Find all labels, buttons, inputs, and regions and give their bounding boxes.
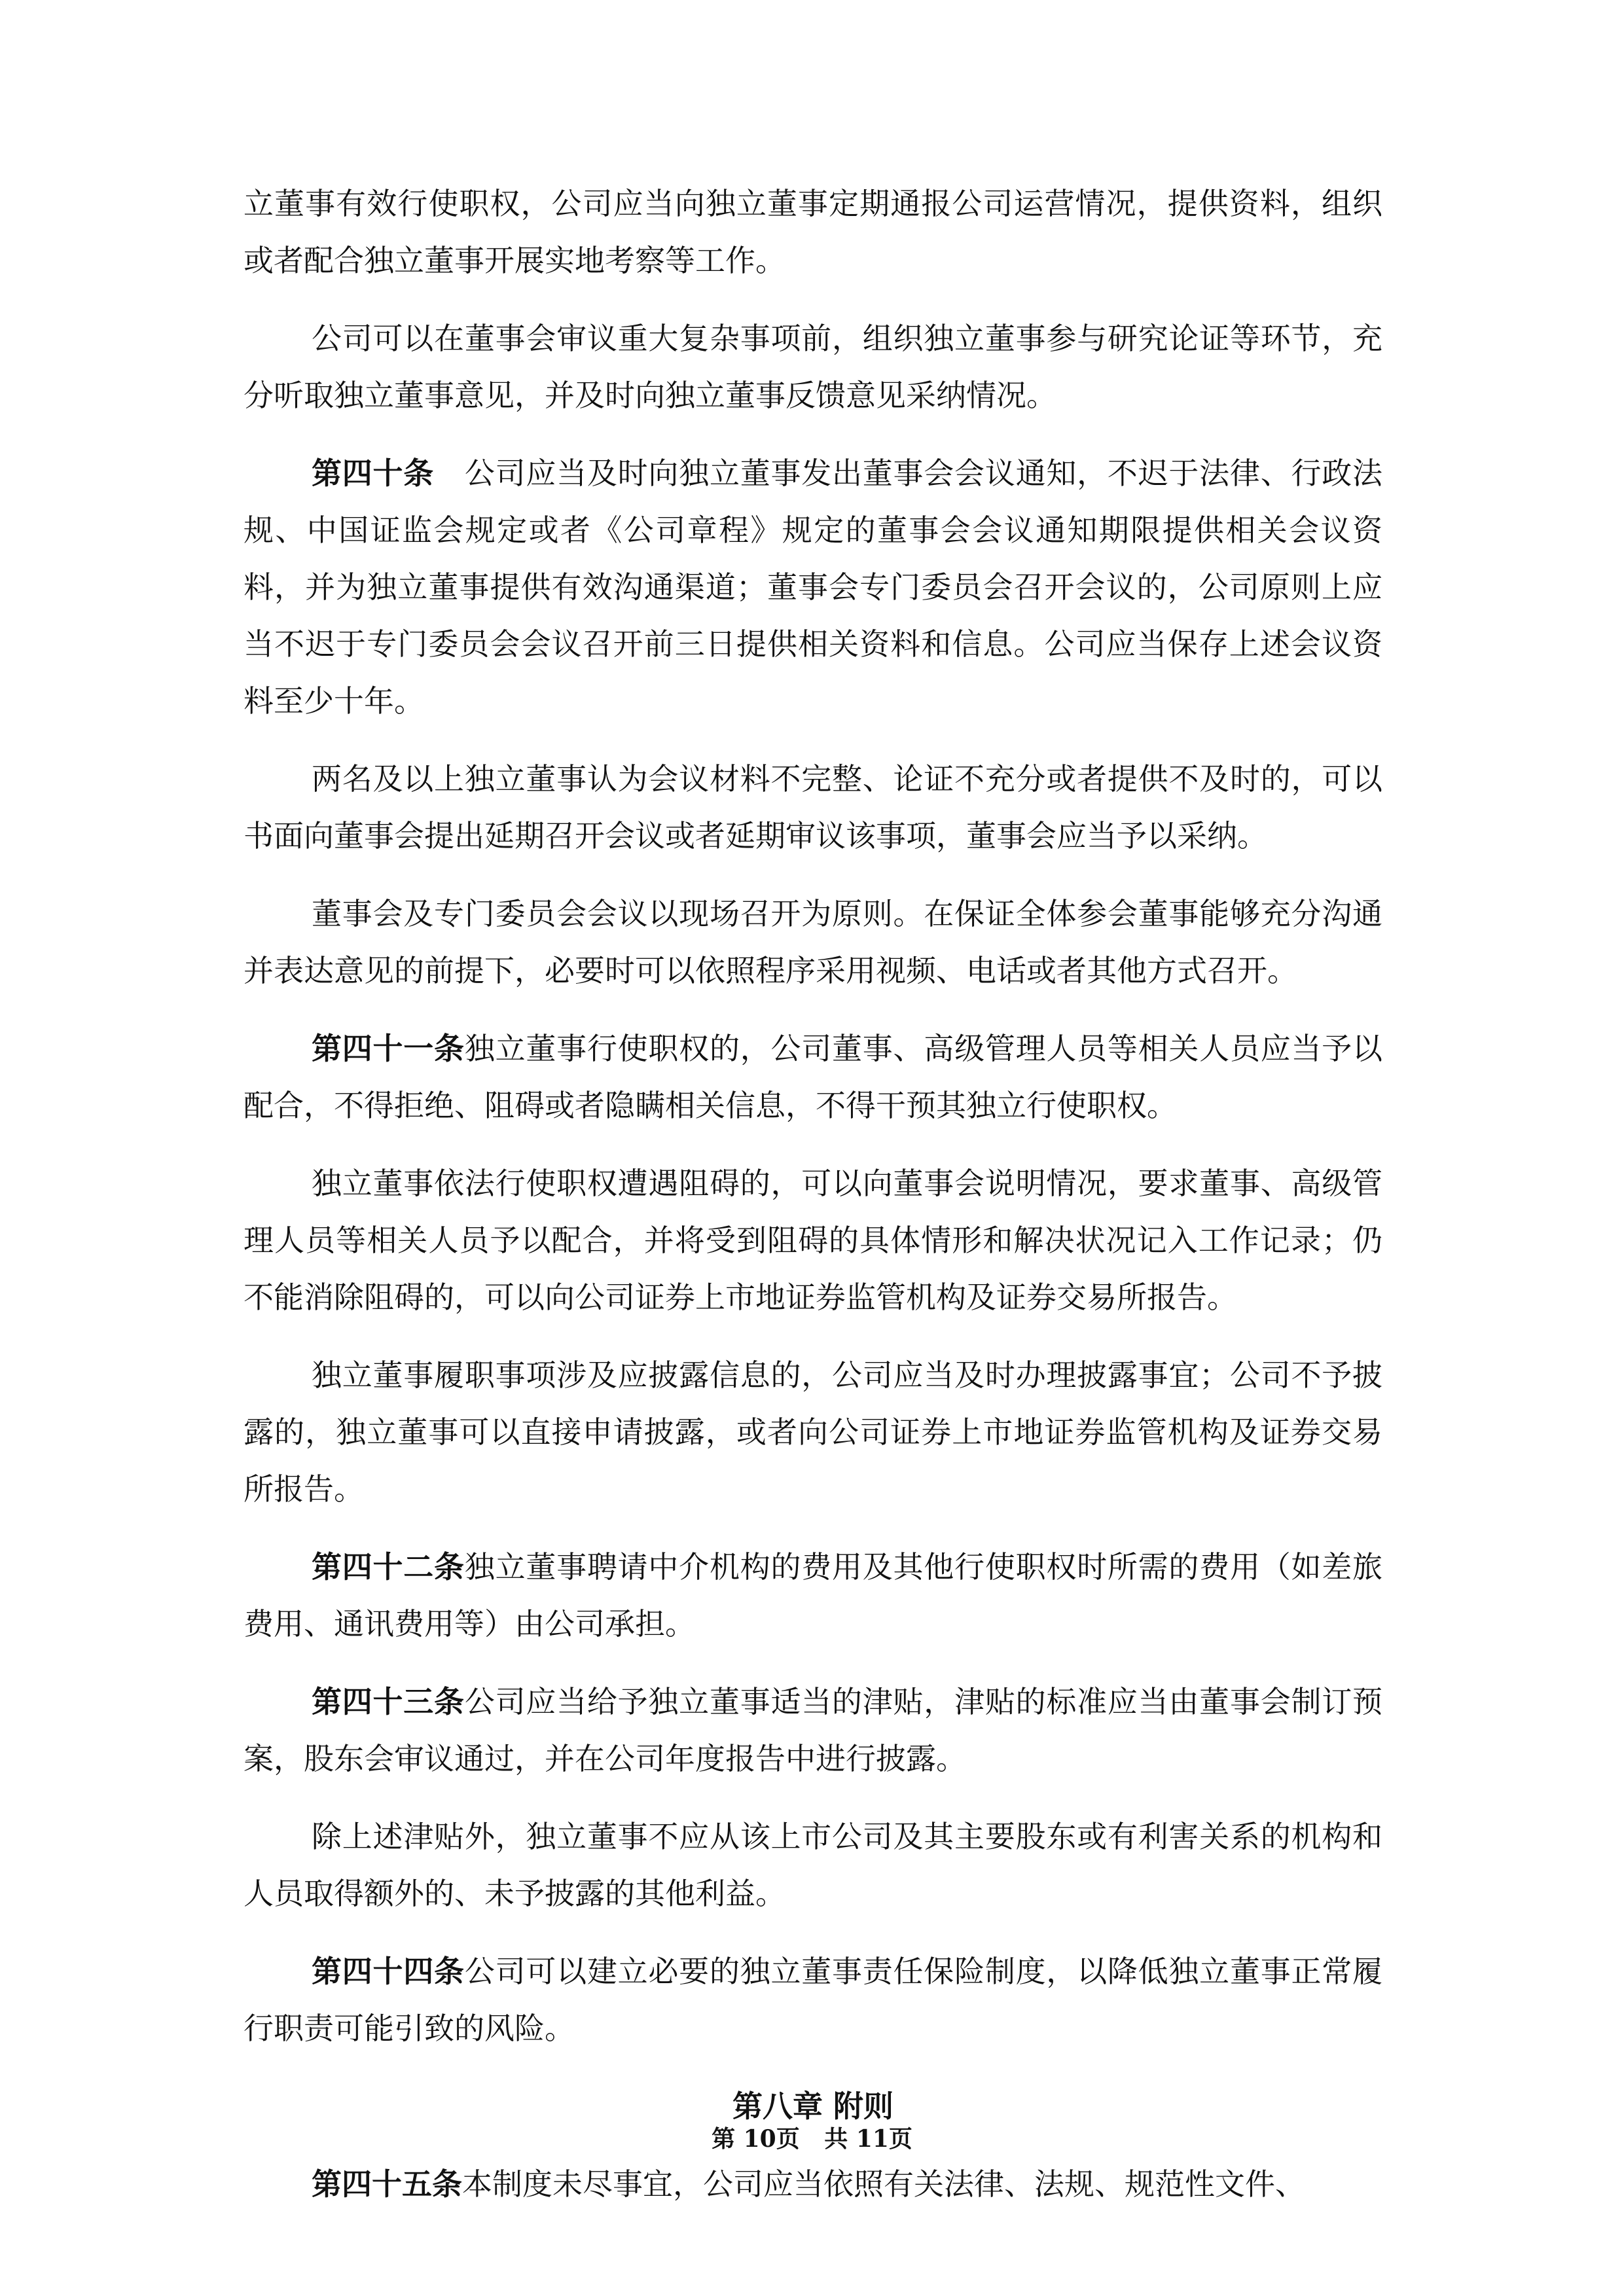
article-44 bbox=[244, 1943, 1382, 2057]
article-number: 第四十四条 bbox=[312, 1954, 465, 1989]
paragraph-4: 两名及以上独立董事认为会议材料不完整、论证不充分或者提供不及时的，可以书面向董事会提出延期召开会议或者延期审议该事项，董事会应当予以采纳。 bbox=[244, 761, 1382, 853]
article-text: 本制度未尽事宜，公司应当依照有关法律、法规、规范性文件、 bbox=[462, 2166, 1305, 2202]
paragraph-11: 除上述津贴外，独立董事不应从该上市公司及其主要股东或有利害关系的机构和人员取得额外的、未予披露的其他利益。 bbox=[244, 1819, 1382, 1911]
article-number: 第四十二条 bbox=[312, 1549, 465, 1585]
article-41 bbox=[244, 1020, 1382, 1134]
article-number: 第四十三条 bbox=[312, 1684, 465, 1719]
article-text: 公司可以建立必要的独立董事责任保险制度，以降低独立董事正常履行职责可能引致的风险。 bbox=[244, 1954, 1383, 2046]
article-text: 独立董事行使职权的，公司董事、高级管理人员等相关人员应当予以配合，不得拒绝、阻碍或者隐瞒相关信息，不得干预其独立行使职权。 bbox=[244, 1031, 1383, 1123]
document-page bbox=[244, 175, 1382, 2234]
paragraph-8: 独立董事履职事项涉及应披露信息的，公司应当及时办理披露事宜；公司不予披露的，独立董事可以直接申请披露，或者向公司证券上市地证券监管机构及证券交易所报告。 bbox=[244, 1357, 1382, 1507]
paragraph-7: 独立董事依法行使职权遭遇阻碍的，可以向董事会说明情况，要求董事、高级管理人员等相关人员予以配合，并将受到阻碍的具体情形和解决状况记入工作记录；仍不能消除阻碍的，可以向公司证券上市地证券监管机构及证券交易所报告。 bbox=[244, 1166, 1382, 1315]
page-number: 第 10页 共 11页 bbox=[712, 2125, 912, 2153]
article-number: 第四十一条 bbox=[312, 1031, 465, 1066]
paragraph-1: 立董事有效行使职权，公司应当向独立董事定期通报公司运营情况，提供资料，组织或者配合独立董事开展实地考察等工作。 bbox=[244, 186, 1382, 278]
article-text: 独立董事聘请中介机构的费用及其他行使职权时所需的费用（如差旅费用、通讯费用等）由公司承担。 bbox=[244, 1549, 1383, 1641]
article-text: 公司应当给予独立董事适当的津贴，津贴的标准应当由董事会制订预案，股东会审议通过，并在公司年度报告中进行披露。 bbox=[244, 1684, 1383, 1776]
article-number: 第四十五条 bbox=[312, 2166, 462, 2202]
article-45 bbox=[244, 2156, 1382, 2213]
chapter-title: 第八章 附则 bbox=[732, 2089, 893, 2124]
article-43 bbox=[244, 1674, 1382, 1787]
page-footer bbox=[0, 2121, 1624, 2154]
article-42 bbox=[244, 1539, 1382, 1653]
article-number: 第四十条 bbox=[312, 456, 435, 491]
article-40 bbox=[244, 445, 1382, 730]
paragraph-2: 公司可以在董事会审议重大复杂事项前，组织独立董事参与研究论证等环节，充分听取独立董事意见，并及时向独立董事反馈意见采纳情况。 bbox=[244, 321, 1382, 413]
article-text: 公司应当及时向独立董事发出董事会会议通知，不迟于法律、行政法规、中国证监会规定或者《公司章程》规定的董事会会议通知期限提供相关会议资料，并为独立董事提供有效沟通渠道；董事会专门委员会召开会议的，公司原则上应当不迟于专门委员会会议召开前三日提供相关资料和信息。公司应当保存上述会议资料至少十年。 bbox=[244, 456, 1383, 719]
paragraph-5: 董事会及专门委员会会议以现场召开为原则。在保证全体参会董事能够充分沟通并表达意见的前提下，必要时可以依照程序采用视频、电话或者其他方式召开。 bbox=[244, 896, 1382, 988]
